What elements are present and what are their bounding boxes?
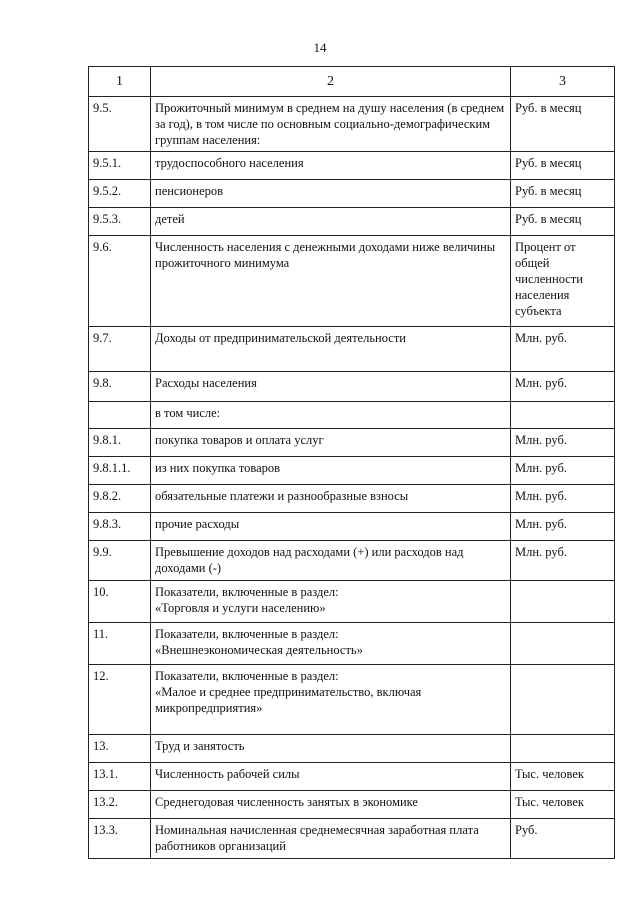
table-row [89,623,615,665]
row-unit-cell: Млн. руб. [511,485,615,513]
table-row [89,327,615,372]
row-unit-cell [511,402,615,429]
row-number-cell: 9.8.1. [89,429,151,457]
row-description-cell: Показатели, включенные в раздел: «Торговля и услуги населению» [151,581,511,623]
row-number-cell: 9.5.2. [89,180,151,208]
table-row [89,180,615,208]
table-row [89,791,615,819]
table-row [89,208,615,236]
row-number-cell: 9.6. [89,236,151,327]
table-row [89,485,615,513]
table-row [89,541,615,581]
row-number-cell: 9.8.1.1. [89,457,151,485]
row-unit-cell: Млн. руб. [511,429,615,457]
row-number-cell: 13.3. [89,819,151,859]
row-description-cell: пенсионеров [151,180,511,208]
row-unit-cell [511,581,615,623]
row-description-cell: Среднегодовая численность занятых в экономике [151,791,511,819]
table-row [89,152,615,180]
row-unit-cell: Млн. руб. [511,541,615,581]
table-row [89,402,615,429]
row-description-cell: Показатели, включенные в раздел: «Внешнеэкономическая деятельность» [151,623,511,665]
row-unit-cell: Млн. руб. [511,372,615,402]
row-description-cell: Номинальная начисленная среднемесячная заработная плата работников организаций [151,819,511,859]
row-description-cell: в том числе: [151,402,511,429]
row-description-cell: Численность населения с денежными доходами ниже величины прожиточного минимума [151,236,511,327]
row-description-cell: Численность рабочей силы [151,763,511,791]
row-unit-cell [511,735,615,763]
row-number-cell: 9.5.3. [89,208,151,236]
row-description-cell: трудоспособного населения [151,152,511,180]
row-number-cell: 12. [89,665,151,735]
row-description-cell: Труд и занятость [151,735,511,763]
table-row [89,97,615,152]
page-number: 14 [313,40,327,55]
row-number-cell: 9.5. [89,97,151,152]
table-row [89,236,615,327]
table-row [89,513,615,541]
row-description-cell: детей [151,208,511,236]
row-unit-cell: Руб. в месяц [511,208,615,236]
row-description-cell: обязательные платежи и разнообразные взносы [151,485,511,513]
row-number-cell: 9.8.3. [89,513,151,541]
row-unit-cell: Руб. в месяц [511,180,615,208]
row-unit-cell: Руб. в месяц [511,152,615,180]
row-unit-cell: Руб. в месяц [511,97,615,152]
row-number-cell: 10. [89,581,151,623]
row-unit-cell [511,665,615,735]
row-number-cell: 9.8.2. [89,485,151,513]
row-number-cell: 9.7. [89,327,151,372]
row-number-cell: 13. [89,735,151,763]
table-row [89,581,615,623]
row-description-cell: покупка товаров и оплата услуг [151,429,511,457]
row-unit-cell: Млн. руб. [511,513,615,541]
table-body [89,97,615,859]
table-row [89,819,615,859]
row-description-cell: прочие расходы [151,513,511,541]
row-unit-cell: Тыс. человек [511,791,615,819]
row-number-cell: 9.8. [89,372,151,402]
row-unit-cell: Млн. руб. [511,457,615,485]
table-row [89,457,615,485]
row-unit-cell: Тыс. человек [511,763,615,791]
row-unit-cell: Млн. руб. [511,327,615,372]
row-description-cell: Показатели, включенные в раздел: «Малое и среднее предпринимательство, включая микропредприятия» [151,665,511,735]
row-number-cell: 11. [89,623,151,665]
row-number-cell: 13.1. [89,763,151,791]
column-header-1: 1 [89,67,151,97]
row-number-cell: 13.2. [89,791,151,819]
row-unit-cell: Процент от общей численности населения субъекта [511,236,615,327]
row-number-cell: 9.9. [89,541,151,581]
table-row [89,429,615,457]
row-number-cell: 9.5.1. [89,152,151,180]
row-number-cell [89,402,151,429]
row-description-cell: Доходы от предпринимательской деятельности [151,327,511,372]
table-row [89,665,615,735]
column-header-2: 2 [151,67,511,97]
row-description-cell: Превышение доходов над расходами (+) или расходов над доходами (-) [151,541,511,581]
column-header-3: 3 [511,67,615,97]
table-row [89,372,615,402]
row-description-cell: Расходы населения [151,372,511,402]
row-unit-cell [511,623,615,665]
table-row [89,735,615,763]
table-header-row [89,67,615,97]
row-description-cell: Прожиточный минимум в среднем на душу населения (в среднем за год), в том числе по основным социально-демографическим группам населения: [151,97,511,152]
indicators-table [88,66,615,859]
table-row [89,763,615,791]
row-unit-cell: Руб. [511,819,615,859]
row-description-cell: из них покупка товаров [151,457,511,485]
